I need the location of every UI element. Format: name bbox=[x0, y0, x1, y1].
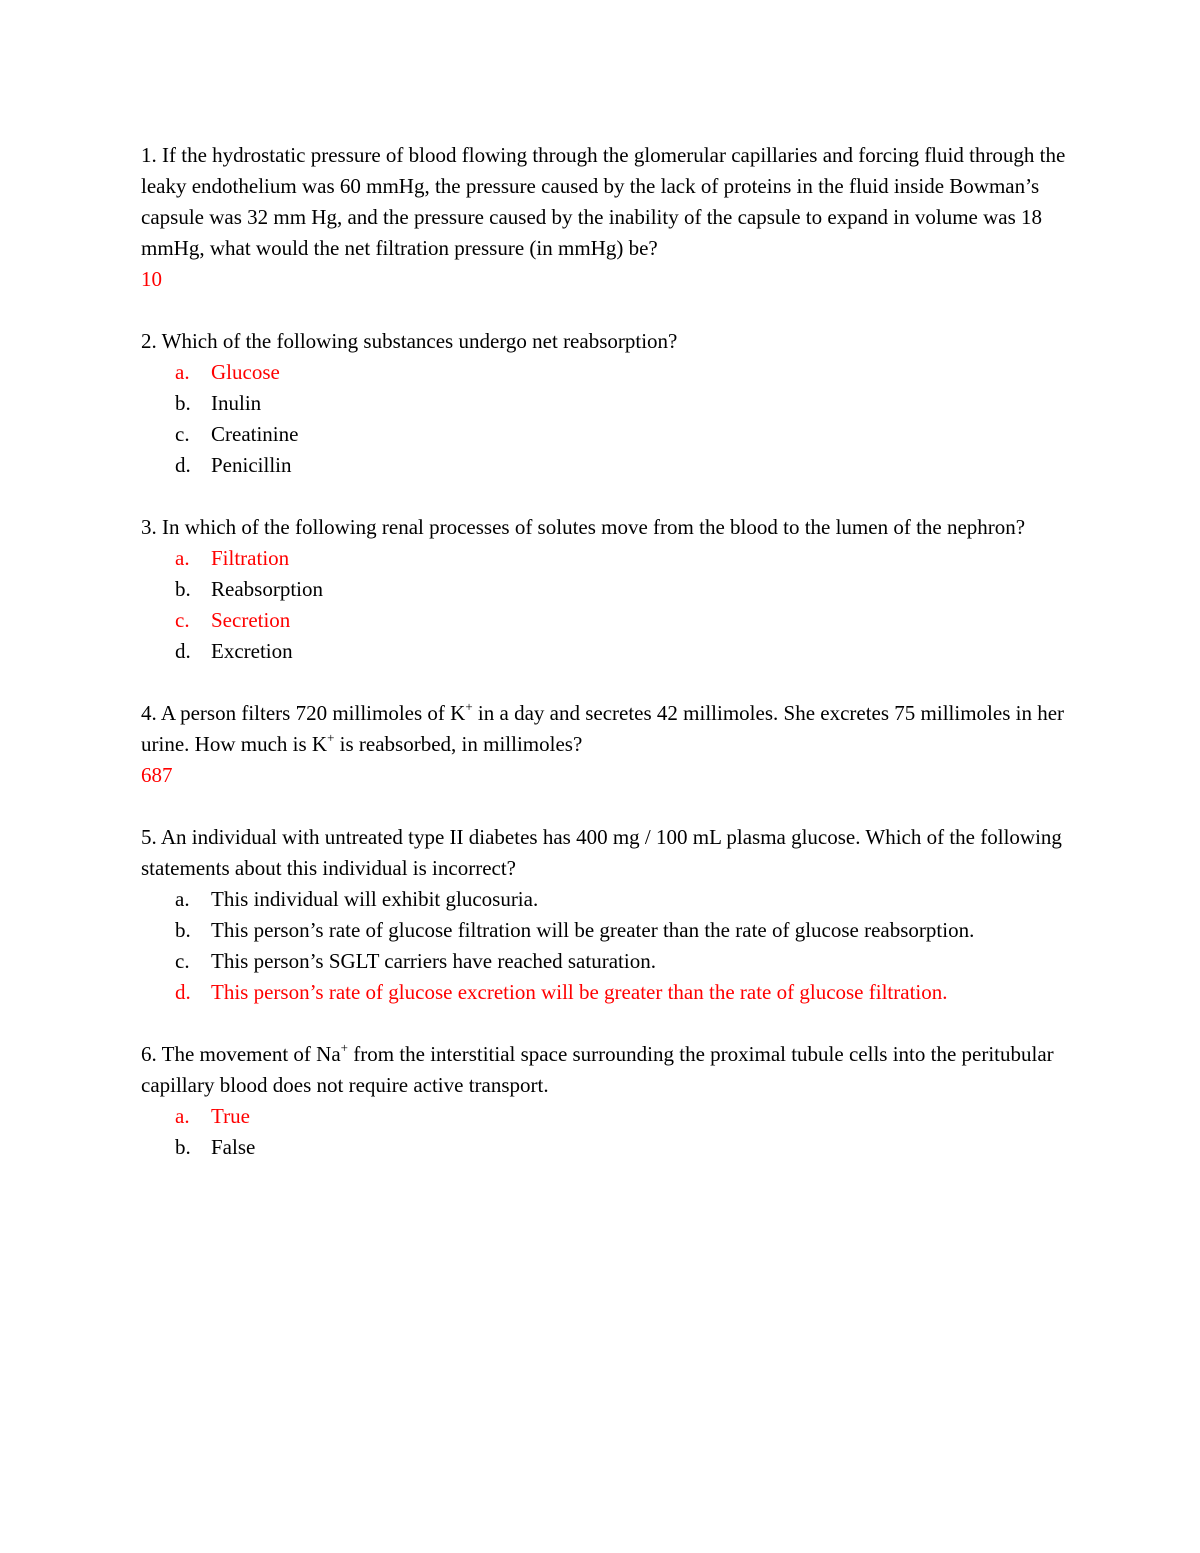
option-2d bbox=[141, 450, 1071, 481]
question-2 bbox=[141, 326, 1071, 481]
question-number: 2. bbox=[141, 329, 157, 353]
question-4-body-part2: in a day and secretes 42 millimoles. She excretes 75 millimoles in her urine. How much is K bbox=[141, 701, 1065, 756]
option-label: This person’s rate of glucose filtration will be greater than the rate of glucose reabsorption. bbox=[211, 918, 975, 942]
option-label: Penicillin bbox=[211, 453, 292, 477]
question-number: 4. bbox=[141, 701, 157, 725]
option-5a bbox=[141, 884, 1071, 915]
option-6b bbox=[141, 1132, 1071, 1163]
option-letter: c. bbox=[175, 608, 190, 632]
option-letter: d. bbox=[175, 980, 191, 1004]
superscript-plus: + bbox=[340, 1040, 348, 1055]
option-letter: a. bbox=[175, 1104, 190, 1128]
question-number: 6. bbox=[141, 1042, 157, 1066]
option-label: False bbox=[211, 1135, 256, 1159]
option-3c bbox=[141, 605, 1071, 636]
option-label: This individual will exhibit glucosuria. bbox=[211, 887, 539, 911]
question-5-text bbox=[141, 822, 1071, 884]
question-2-body: Which of the following substances undergo net reabsorption? bbox=[161, 329, 678, 353]
option-letter: d. bbox=[175, 639, 191, 663]
option-label: Inulin bbox=[211, 391, 262, 415]
option-label: Secretion bbox=[211, 608, 291, 632]
option-letter: c. bbox=[175, 949, 190, 973]
question-2-options bbox=[141, 357, 1071, 481]
question-2-text bbox=[141, 326, 1071, 357]
option-letter: c. bbox=[175, 422, 190, 446]
question-6-body-part2: from the interstitial space surrounding the proximal tubule cells into the peritubular capillary blood does not require active transport. bbox=[141, 1042, 1054, 1097]
option-letter: b. bbox=[175, 391, 191, 415]
option-2b bbox=[141, 388, 1071, 419]
option-3a bbox=[141, 543, 1071, 574]
document-page bbox=[141, 140, 1071, 1194]
question-4-text bbox=[141, 698, 1071, 760]
question-number: 1. bbox=[141, 143, 157, 167]
option-letter: a. bbox=[175, 887, 190, 911]
question-6-text bbox=[141, 1039, 1071, 1101]
option-2c bbox=[141, 419, 1071, 450]
question-6-options bbox=[141, 1101, 1071, 1163]
question-1-text bbox=[141, 140, 1071, 264]
question-4-body-part3: is reabsorbed, in millimoles? bbox=[334, 732, 583, 756]
option-3d bbox=[141, 636, 1071, 667]
question-3 bbox=[141, 512, 1071, 667]
option-2a bbox=[141, 357, 1071, 388]
option-label: This person’s SGLT carriers have reached saturation. bbox=[211, 949, 656, 973]
option-6a bbox=[141, 1101, 1071, 1132]
option-letter: b. bbox=[175, 918, 191, 942]
option-label: This person’s rate of glucose excretion will be greater than the rate of glucose filtration. bbox=[211, 980, 948, 1004]
question-6-body-part1: The movement of Na bbox=[161, 1042, 341, 1066]
option-label: Filtration bbox=[211, 546, 290, 570]
question-1-answer: 10 bbox=[141, 267, 162, 291]
question-4-body-part1: A person filters 720 millimoles of K bbox=[160, 701, 466, 725]
option-letter: b. bbox=[175, 577, 191, 601]
question-6 bbox=[141, 1039, 1071, 1163]
option-5c bbox=[141, 946, 1071, 977]
superscript-plus: + bbox=[327, 730, 335, 745]
question-1 bbox=[141, 140, 1071, 295]
question-1-body: If the hydrostatic pressure of blood flowing through the glomerular capillaries and forcing fluid through the leaky endothelium was 60 mmHg, the pressure caused by the lack of proteins in the fluid inside Bowman’s capsule was 32 mm Hg, and the pressure caused by the inability of the capsule to expand in volume was 18 mmHg, what would the net filtration pressure (in mmHg) be? bbox=[141, 143, 1066, 260]
option-5b bbox=[141, 915, 1071, 946]
option-letter: a. bbox=[175, 360, 190, 384]
option-5d bbox=[141, 977, 1071, 1008]
option-label: Glucose bbox=[211, 360, 280, 384]
question-number: 5. bbox=[141, 825, 157, 849]
option-label: Excretion bbox=[211, 639, 293, 663]
question-number: 3. bbox=[141, 515, 157, 539]
question-4-answer: 687 bbox=[141, 763, 173, 787]
question-4 bbox=[141, 698, 1071, 791]
option-letter: b. bbox=[175, 1135, 191, 1159]
option-letter: a. bbox=[175, 546, 190, 570]
question-3-text bbox=[141, 512, 1071, 543]
question-5-body: An individual with untreated type II diabetes has 400 mg / 100 mL plasma glucose. Which of the following statements about this individual is incorrect? bbox=[141, 825, 1062, 880]
question-3-options bbox=[141, 543, 1071, 667]
option-label: True bbox=[211, 1104, 250, 1128]
question-3-body: In which of the following renal processes of solutes move from the blood to the lumen of the nephron? bbox=[162, 515, 1026, 539]
option-label: Reabsorption bbox=[211, 577, 323, 601]
option-label: Creatinine bbox=[211, 422, 299, 446]
option-3b bbox=[141, 574, 1071, 605]
superscript-plus: + bbox=[465, 699, 473, 714]
option-letter: d. bbox=[175, 453, 191, 477]
question-5 bbox=[141, 822, 1071, 1008]
question-5-options bbox=[141, 884, 1071, 1008]
